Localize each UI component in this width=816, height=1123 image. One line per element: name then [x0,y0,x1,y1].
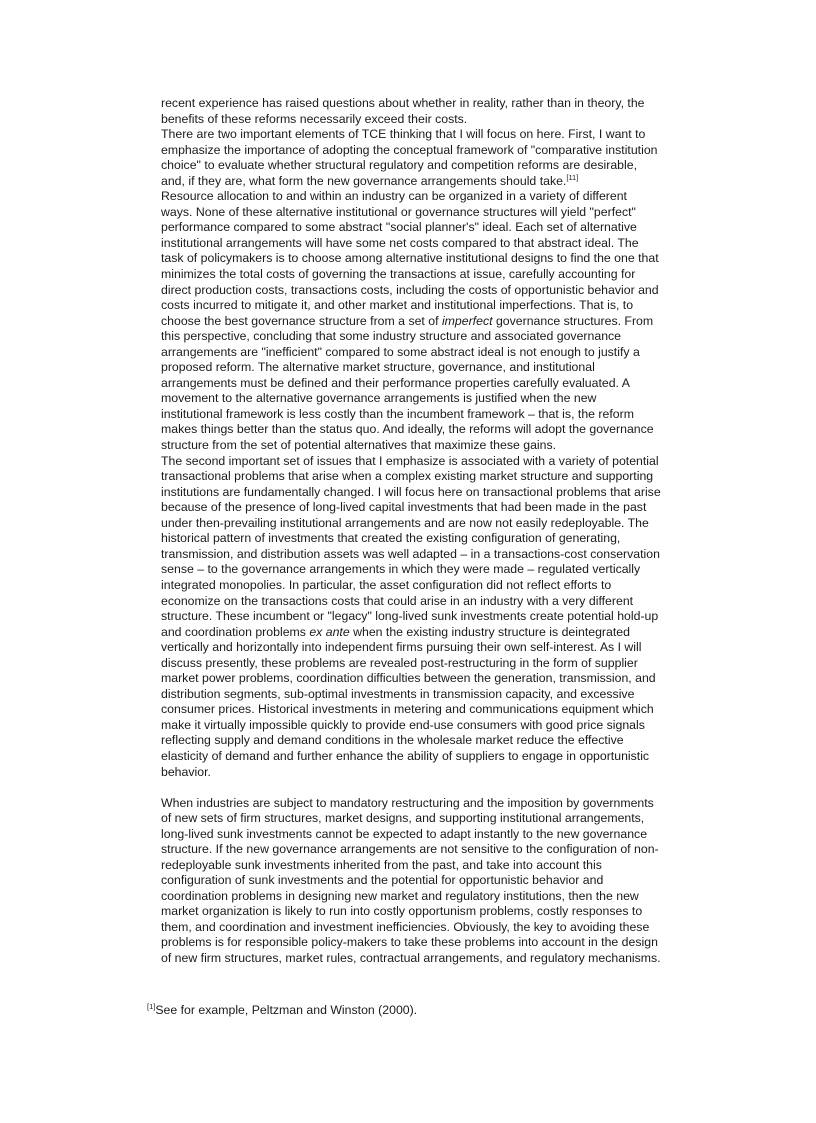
paragraph-4-text-a: The second important set of issues that I emphasize is associated with a variety of potential transactional problems that arise when a complex existing market structure and supporting institutions are fundamentally changed. I will focus here on transactional problems that arise because of the presence of long-lived capital investments that had been made in the past under then-prevailing institutional arrangements and are now not easily redeployable. The historical pattern of investments that created the existing configuration of generating, transmission, and distribution assets was well adapted – in a transactions-cost conservation sense – to the governance arrangements in which they were made – regulated vertically integrated monopolies. In particular, the asset configuration did not reflect efforts to economize on the transactions costs that could arise in an industry with a very different structure. These incumbent or "legacy" long-lived sunk investments create potential hold-up and coordination problems [161,453,661,639]
footnote-text: See for example, Peltzman and Winston (2000). [155,1003,418,1017]
main-text [161,96,661,967]
paragraph-3-text-a: Resource allocation to and within an industry can be organized in a variety of different ways. None of these alternative institutional or governance structures will yield "perfect" performance compared to some abstract "social planner's" ideal. Each set of alternative institutional arrangements will have some net costs compared to that abstract ideal. The task of policymakers is to choose among alternative institutional designs to find the one that minimizes the total costs of governing the transactions at issue, carefully accounting for direct production costs, transactions costs, including the costs of opportunistic behavior and costs incurred to mitigate it, and other market and institutional imperfections. That is, to choose the best governance structure from a set of [161,189,659,328]
paragraph-3-text-b: governance structures. From this perspective, concluding that some industry structure and associated governance arrangements are "inefficient" compared to some abstract ideal is not enough to justify a proposed reform. The alternative market structure, governance, and institutional arrangements must be defined and their performance properties carefully evaluated. A movement to the alternative governance arrangements is justified when the new institutional framework is less costly than the incumbent framework – that is, the reform makes things better than the status quo. And ideally, the reforms will adopt the governance structure from the set of potential alternatives that maximize these gains. [161,313,654,453]
footnote [147,1003,707,1019]
footnote-reference-link[interactable]: [11] [566,172,579,182]
paragraph-3 [161,189,661,453]
paragraph-2 [161,127,661,189]
emphasis-imperfect: imperfect [441,313,493,328]
emphasis-ex-ante: ex ante [309,624,350,639]
paragraph-4-text-b: when the existing industry structure is deintegrated vertically and horizontally into independent firms pursuing their own self-interest. As I will discuss presently, these problems are revealed post-restructuring in the form of supplier market power problems, coordination difficulties between the generation, transmission, and distribution segments, sub-optimal investments in transmission capacity, and excessive consumer prices. Historical investments in metering and communications equipment which make it virtually impossible quickly to provide end-use consumers with good price signals reflecting supply and demand conditions in the wholesale market reduce the effective elasticity of demand and further enhance the ability of suppliers to engage in opportunistic behavior. [161,624,656,779]
paragraph-1: recent experience has raised questions about whether in reality, rather than in theory, the benefits of these reforms necessarily exceed their costs. [161,96,645,126]
paragraph-2-text: There are two important elements of TCE thinking that I will focus on here. First, I want to emphasize the importance of adopting the conceptual framework of "comparative institution choice" to evaluate whether structural regulatory and competition reforms are desirable, and, if they are, what form the new governance arrangements should take. [161,127,658,188]
footnote-marker[interactable]: [1] [147,1002,156,1011]
paragraph-5: When industries are subject to mandatory restructuring and the imposition by governments of new sets of firm structures, market designs, and supporting institutional arrangements, long-lived sunk investments cannot be expected to adapt instantly to the new governance structure. If the new governance arrangements are not sensitive to the configuration of non-redeployable sunk investments inherited from the past, and take into account this configuration of sunk investments and the potential for opportunistic behavior and coordination problems in designing new market and regulatory institutions, then the new market organization is likely to run into costly opportunism problems, costly responses to them, and coordination and investment inefficiencies. Obviously, the key to avoiding these problems is for responsible policy-makers to take these problems into account in the design of new firm structures, market rules, contractual arrangements, and regulatory mechanisms. [161,795,661,966]
paragraph-4 [161,454,661,780]
